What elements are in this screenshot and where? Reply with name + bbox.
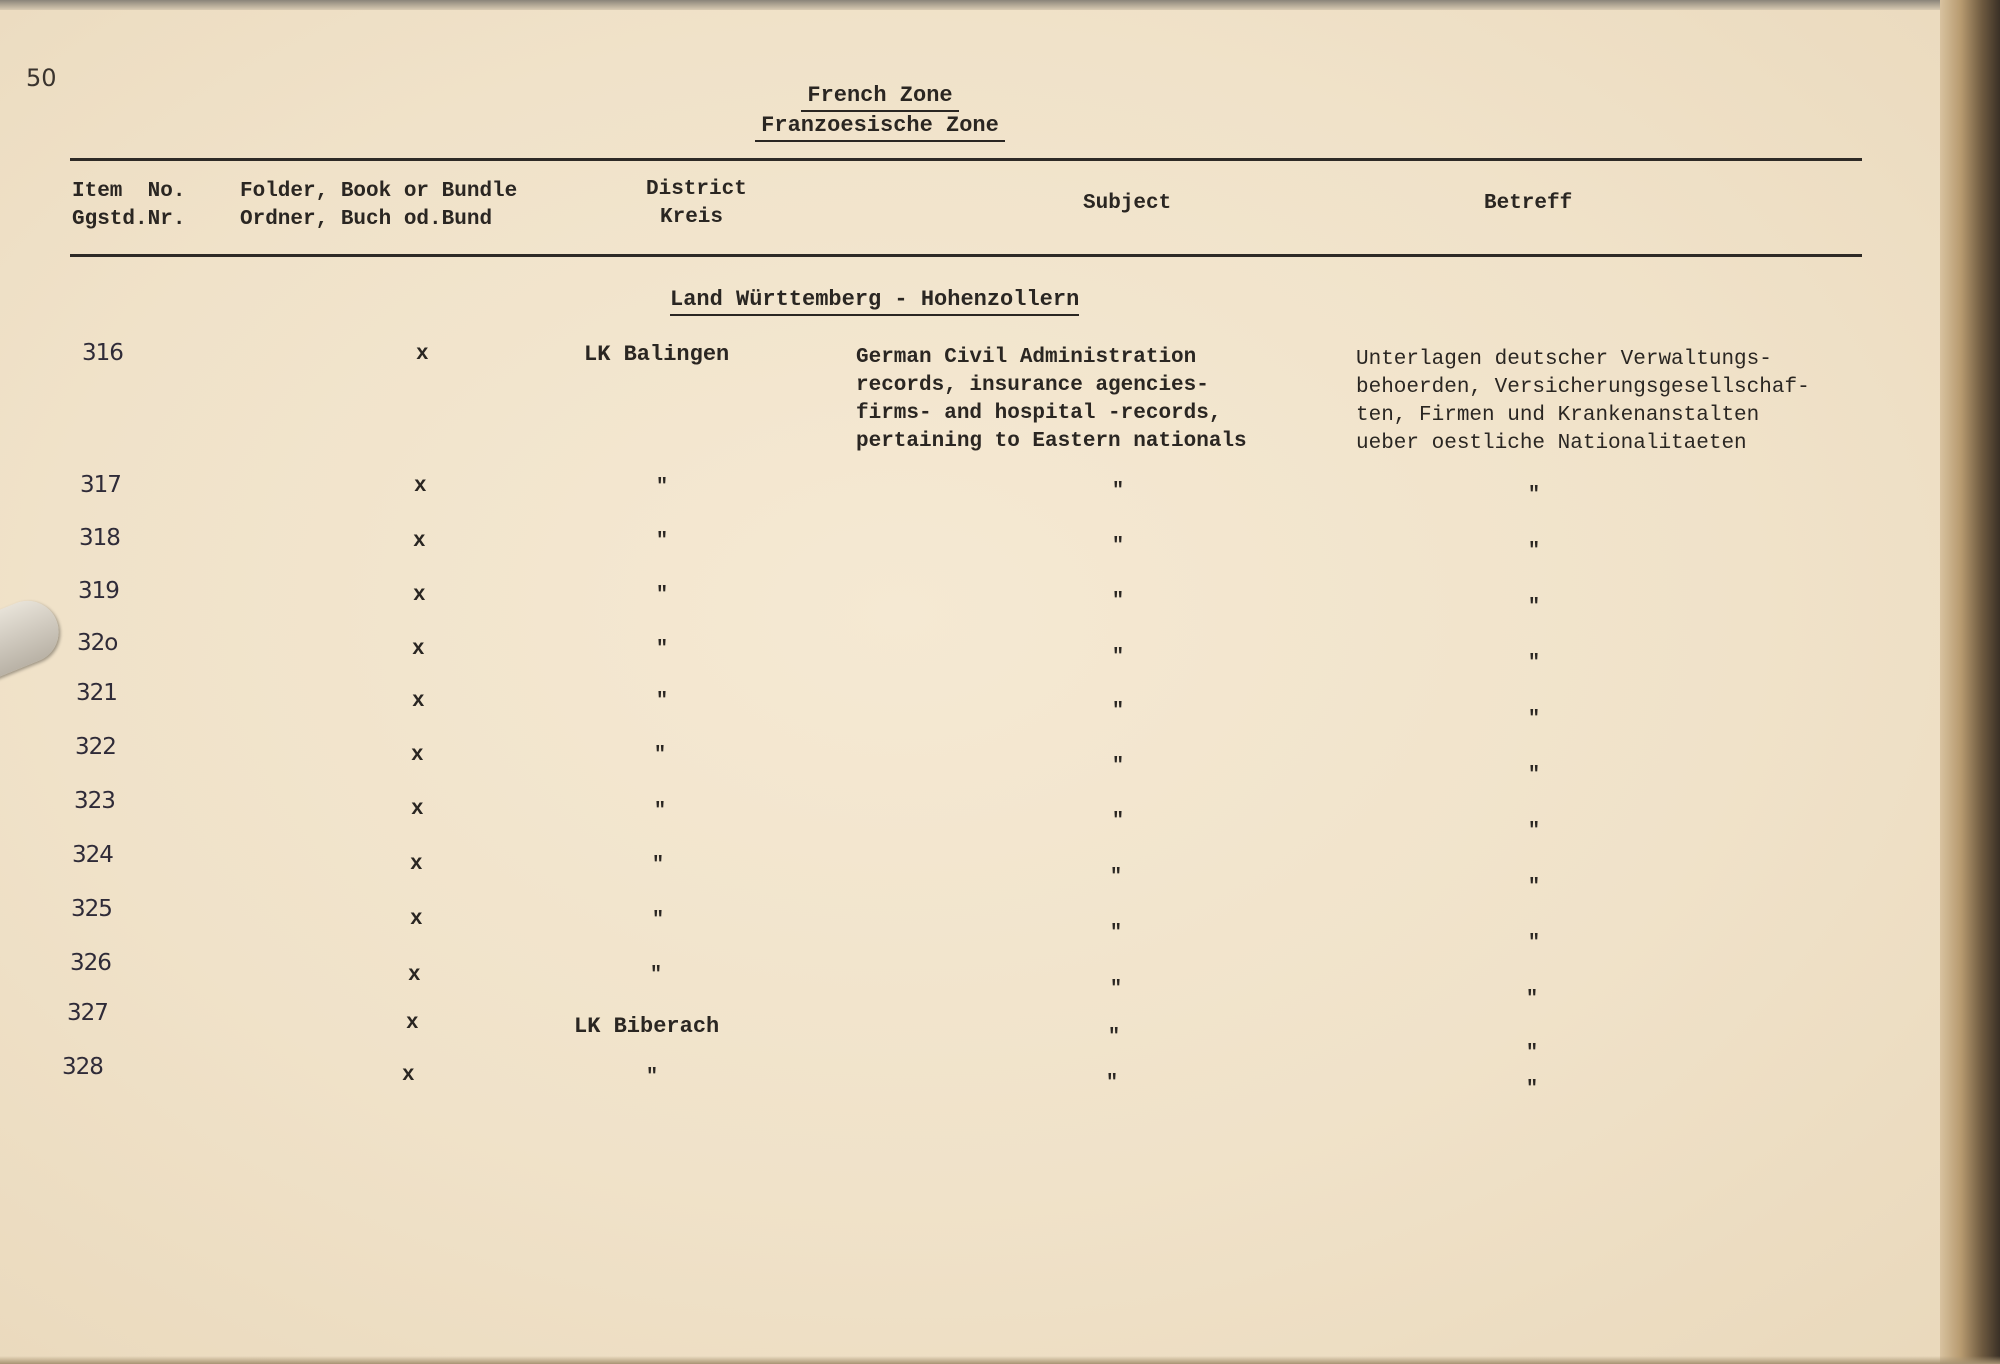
column-header-district-de: Kreis [660, 206, 724, 229]
column-header-folder-de: Ordner, Buch od.Bund [240, 208, 493, 231]
column-header-item-de: Ggstd.Nr. [72, 208, 186, 231]
betreff-line: Unterlagen deutscher Verwaltungs- [1356, 348, 1772, 371]
subject-ditto: " [1112, 810, 1125, 833]
item-number: 321 [76, 680, 117, 706]
section-title: Land Württemberg - Hohenzollern [670, 286, 1079, 316]
column-header-folder [240, 178, 517, 234]
district-ditto: " [656, 638, 669, 661]
betreff-ditto: " [1528, 484, 1541, 507]
district-ditto: " [646, 1066, 659, 1089]
betreff-ditto: " [1528, 932, 1541, 955]
item-number: 32o [77, 630, 118, 656]
column-header-folder-en: Folder, Book or Bundle [240, 180, 518, 203]
betreff-block [1356, 346, 1810, 458]
folder-mark: x [413, 584, 426, 607]
header-rule-bottom [70, 254, 1862, 257]
subject-ditto: " [1110, 922, 1123, 945]
betreff-ditto: " [1528, 596, 1541, 619]
item-number: 319 [78, 578, 119, 604]
item-number: 317 [80, 472, 121, 498]
betreff-ditto: " [1526, 1042, 1539, 1065]
folder-mark: x [411, 744, 424, 767]
item-number: 322 [75, 734, 116, 760]
subject-line: records, insurance agencies- [856, 374, 1209, 397]
betreff-ditto: " [1526, 988, 1539, 1011]
district-ditto: " [656, 690, 669, 713]
page-bottom-shadow [0, 1356, 2000, 1364]
column-header-item [72, 178, 185, 234]
district-ditto: " [656, 476, 669, 499]
folder-mark: x [414, 475, 427, 498]
subject-ditto: " [1112, 700, 1125, 723]
item-number: 328 [62, 1054, 103, 1080]
subject-ditto: " [1112, 480, 1125, 503]
betreff-ditto: " [1528, 652, 1541, 675]
district-ditto: " [654, 744, 667, 767]
folder-mark: x [411, 798, 424, 821]
column-header-subject: Subject [1083, 192, 1172, 215]
item-number: 324 [72, 842, 113, 868]
betreff-ditto: " [1528, 764, 1541, 787]
zone-title-de: Franzoesische Zone [755, 112, 1005, 142]
district-ditto: " [652, 909, 665, 932]
folder-mark: x [412, 638, 425, 661]
item-number: 326 [70, 950, 111, 976]
subject-ditto: " [1112, 535, 1125, 558]
subject-ditto: " [1108, 1026, 1121, 1049]
betreff-ditto: " [1528, 708, 1541, 731]
subject-line: German Civil Administration [856, 346, 1197, 369]
folder-mark: x [406, 1012, 419, 1035]
district-ditto: " [652, 854, 665, 877]
item-number: 327 [67, 1000, 108, 1026]
subject-block [856, 344, 1247, 456]
item-number: 316 [82, 340, 123, 366]
zone-title-en: French Zone [801, 82, 958, 112]
folder-mark: x [413, 530, 426, 553]
column-header-betreff: Betreff [1484, 192, 1573, 215]
district-ditto: " [650, 964, 663, 987]
district-value: LK Balingen [584, 342, 730, 367]
header-rule-top [70, 158, 1862, 161]
district-ditto: " [656, 584, 669, 607]
item-number: 318 [79, 525, 120, 551]
district-value: LK Biberach [574, 1014, 720, 1039]
district-ditto: " [656, 530, 669, 553]
subject-ditto: " [1110, 866, 1123, 889]
item-number: 325 [71, 896, 112, 922]
subject-ditto: " [1106, 1072, 1119, 1095]
folder-mark: x [410, 908, 423, 931]
subject-line: firms- and hospital -records, [856, 402, 1222, 425]
betreff-line: ten, Firmen und Krankenanstalten [1356, 404, 1760, 427]
folder-mark: x [402, 1064, 415, 1087]
district-ditto: " [654, 800, 667, 823]
column-header-district [646, 176, 747, 232]
folder-mark: x [412, 690, 425, 713]
folder-mark: x [408, 964, 421, 987]
column-header-district-en: District [646, 178, 747, 201]
betreff-ditto: " [1528, 540, 1541, 563]
zone-title [740, 82, 1020, 142]
subject-line: pertaining to Eastern nationals [856, 430, 1247, 453]
folder-mark: x [410, 853, 423, 876]
betreff-ditto: " [1528, 876, 1541, 899]
betreff-line: behoerden, Versicherungsgesellschaf- [1356, 376, 1810, 399]
item-number: 323 [74, 788, 115, 814]
page-top-edge [0, 0, 1950, 10]
betreff-ditto: " [1528, 820, 1541, 843]
column-header-item-en: Item No. [72, 180, 186, 203]
folder-mark: x [416, 343, 429, 366]
betreff-ditto: " [1526, 1078, 1539, 1101]
subject-ditto: " [1112, 590, 1125, 613]
subject-ditto: " [1112, 755, 1125, 778]
page-number: 50 [26, 64, 57, 92]
betreff-line: ueber oestliche Nationalitaeten [1356, 432, 1747, 455]
subject-ditto: " [1110, 978, 1123, 1001]
book-binding [1940, 0, 2000, 1364]
subject-ditto: " [1112, 646, 1125, 669]
